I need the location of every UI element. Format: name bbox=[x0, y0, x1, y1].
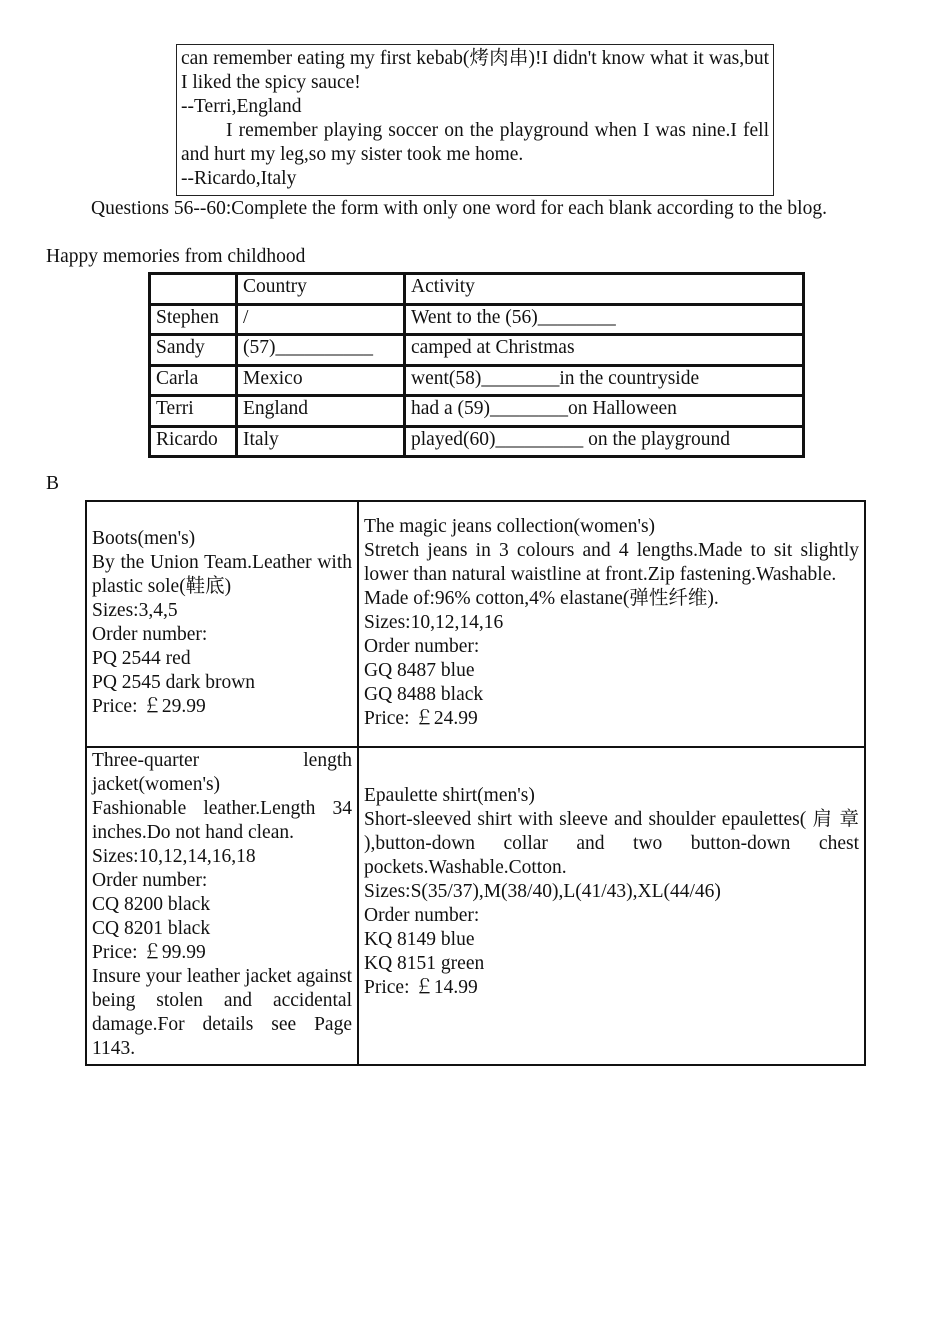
table-row bbox=[150, 396, 804, 427]
header-country: Country bbox=[237, 274, 405, 305]
order-item: PQ 2544 red bbox=[92, 648, 191, 669]
product-sizes: Sizes:10,12,14,16,18 bbox=[92, 846, 256, 867]
row-activity: went(58)________in the countryside bbox=[405, 365, 804, 396]
product-sizes: Sizes:S(35/37),M(38/40),L(41/43),XL(44/46) bbox=[364, 881, 721, 902]
row-activity: played(60)_________ on the playground bbox=[405, 426, 804, 457]
order-item: GQ 8487 blue bbox=[364, 660, 475, 681]
row-country: (57)__________ bbox=[237, 335, 405, 366]
ricardo-signature: --Ricardo,Italy bbox=[181, 168, 297, 189]
order-item: KQ 8149 blue bbox=[364, 929, 475, 950]
product-description: Stretch jeans in 3 colours and 4 lengths.Made to sit slightly lower than natural waistline at front.Zip fastening.Washable. bbox=[364, 540, 859, 585]
order-item: CQ 8200 black bbox=[92, 894, 211, 915]
product-title: Epaulette shirt(men's) bbox=[364, 785, 535, 806]
table-row bbox=[150, 335, 804, 366]
order-item: KQ 8151 green bbox=[364, 953, 485, 974]
product-material: Made of:96% cotton,4% elastane(弹性纤维). bbox=[364, 588, 719, 609]
table-row bbox=[150, 365, 804, 396]
row-name: Stephen bbox=[150, 304, 237, 335]
header-blank bbox=[150, 274, 237, 305]
table-row bbox=[150, 426, 804, 457]
order-item: GQ 8488 black bbox=[364, 684, 484, 705]
product-title: Boots(men's) bbox=[92, 528, 196, 549]
product-price: Price: ￡29.99 bbox=[92, 696, 206, 717]
table-row bbox=[150, 304, 804, 335]
product-sizes: Sizes:10,12,14,16 bbox=[364, 612, 504, 633]
product-description: Short-sleeved shirt with sleeve and shoulder epaulettes( 肩 章 ),button-down collar and two button-down chest pockets.Washable.Cotton. bbox=[364, 809, 859, 878]
terri-signature: --Terri,England bbox=[181, 96, 302, 117]
shirt-cell bbox=[358, 747, 865, 1065]
order-number-label: Order number: bbox=[364, 636, 480, 657]
order-item: CQ 8201 black bbox=[92, 918, 211, 939]
jacket-cell bbox=[86, 747, 358, 1065]
blog-excerpt-box bbox=[176, 44, 774, 196]
header-activity: Activity bbox=[405, 274, 804, 305]
row-activity: had a (59)________on Halloween bbox=[405, 396, 804, 427]
row-country: Mexico bbox=[237, 365, 405, 396]
order-item: PQ 2545 dark brown bbox=[92, 672, 256, 693]
product-description: Fashionable leather.Length 34 inches.Do not hand clean. bbox=[92, 798, 352, 843]
row-name: Sandy bbox=[150, 335, 237, 366]
product-title: Three-quarter length jacket(women's) bbox=[92, 750, 352, 795]
order-number-label: Order number: bbox=[92, 870, 208, 891]
row-country: Italy bbox=[237, 426, 405, 457]
row-name: Ricardo bbox=[150, 426, 237, 457]
order-number-label: Order number: bbox=[364, 905, 480, 926]
order-number-label: Order number: bbox=[92, 624, 208, 645]
questions-instructions: Questions 56--60:Complete the form with only one word for each blank according to the blog. bbox=[91, 198, 827, 219]
row-activity: camped at Christmas bbox=[405, 335, 804, 366]
table-header-row bbox=[150, 274, 804, 305]
row-name: Carla bbox=[150, 365, 237, 396]
terri-blog-text: can remember eating my first kebab(烤肉串)!I didn't know what it was,but I liked the spicy sauce! bbox=[181, 48, 769, 93]
product-price: Price: ￡24.99 bbox=[364, 708, 478, 729]
row-activity: Went to the (56)________ bbox=[405, 304, 804, 335]
product-title: The magic jeans collection(women's) bbox=[364, 516, 656, 537]
product-price: Price: ￡99.99 bbox=[92, 942, 206, 963]
jeans-cell bbox=[358, 501, 865, 747]
row-country: / bbox=[237, 304, 405, 335]
section-label: B bbox=[46, 473, 60, 494]
memories-form-table bbox=[148, 272, 805, 458]
row-country: England bbox=[237, 396, 405, 427]
insurance-note: Insure your leather jacket against being stolen and accidental damage.For details see Page 1143. bbox=[92, 966, 352, 1059]
product-sizes: Sizes:3,4,5 bbox=[92, 600, 178, 621]
catalog-table bbox=[85, 500, 866, 1066]
boots-cell bbox=[86, 501, 358, 747]
product-description: By the Union Team.Leather with plastic sole(鞋底) bbox=[92, 552, 352, 597]
ricardo-blog-text: I remember playing soccer on the playground when I was nine.I fell and hurt my leg,so my sister took me home. bbox=[181, 120, 769, 165]
product-price: Price: ￡14.99 bbox=[364, 977, 478, 998]
form-title: Happy memories from childhood bbox=[46, 246, 306, 267]
row-name: Terri bbox=[150, 396, 237, 427]
